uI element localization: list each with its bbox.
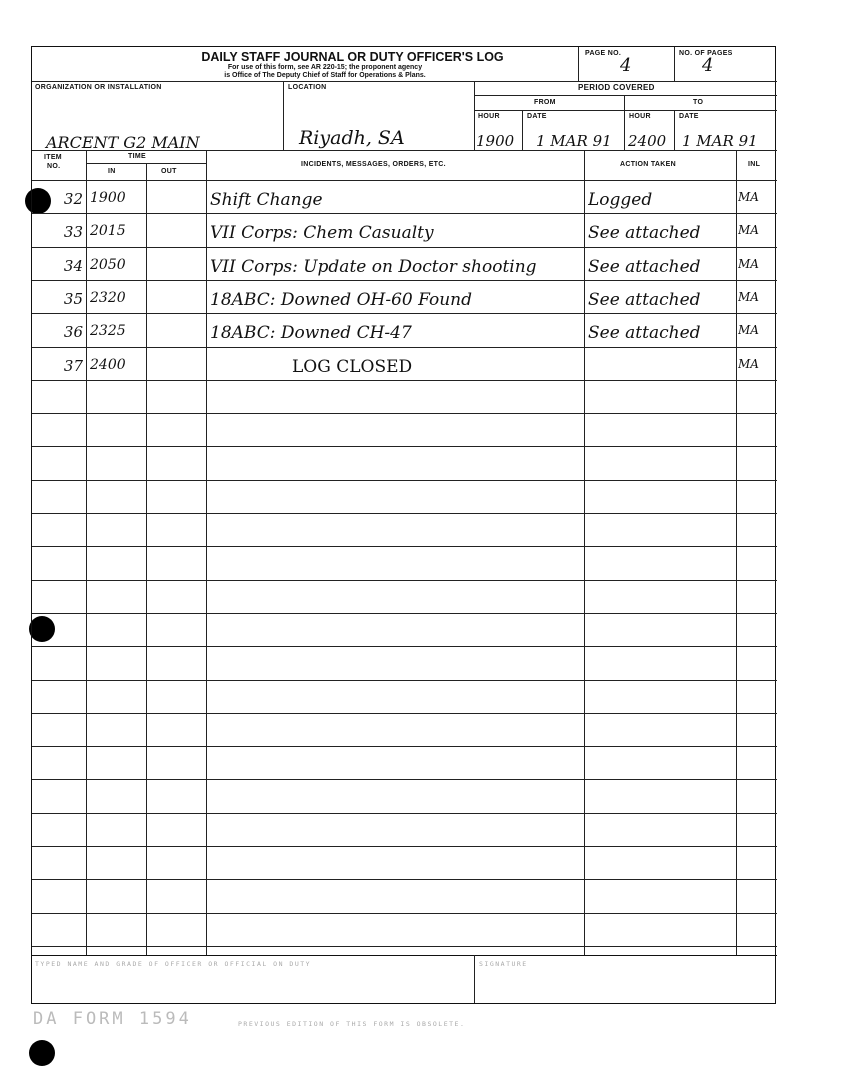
initials[interactable]: MA	[738, 190, 759, 204]
incident-text[interactable]: 18ABC: Downed OH-60 Found	[210, 290, 472, 310]
item-number[interactable]: 34	[63, 257, 83, 275]
row-rule	[32, 413, 777, 414]
edition-note: PREVIOUS EDITION OF THIS FORM IS OBSOLETE.	[238, 1020, 466, 1028]
org-value[interactable]: ARCENT G2 MAIN	[46, 133, 200, 152]
to-hour-value[interactable]: 2400	[628, 132, 667, 150]
row-rule	[32, 546, 777, 547]
table-row	[32, 247, 777, 280]
row-rule	[32, 680, 777, 681]
row-rule	[32, 813, 777, 814]
row-rule	[32, 913, 777, 914]
form-subtitle-1: For use of this form, see AR 220-15; the proponent agency	[227, 64, 423, 71]
row-rule	[32, 380, 777, 381]
incident-text[interactable]: 18ABC: Downed CH-47	[210, 323, 412, 343]
action-header: ACTION TAKEN	[620, 161, 676, 168]
row-rule	[32, 846, 777, 847]
signature-label: SIGNATURE	[479, 960, 528, 968]
action-taken[interactable]: See attached	[588, 290, 701, 310]
to-date-label: DATE	[679, 113, 699, 120]
row-rule	[32, 480, 777, 481]
table-row	[32, 180, 777, 213]
location-value[interactable]: Riyadh, SA	[299, 127, 405, 149]
row-rule	[32, 613, 777, 614]
row-rule	[32, 646, 777, 647]
from-date-value[interactable]: 1 MAR 91	[536, 132, 612, 150]
from-hour-label: HOUR	[478, 113, 500, 120]
out-header: OUT	[161, 168, 177, 175]
in-header: IN	[108, 168, 116, 175]
form-number: DA FORM 1594	[33, 1009, 192, 1029]
page-no-value[interactable]: 4	[620, 55, 632, 76]
time-in[interactable]: 1900	[90, 190, 126, 206]
time-in[interactable]: 2050	[90, 257, 126, 273]
page-no-label: PAGE NO.	[585, 50, 622, 57]
action-taken[interactable]: See attached	[588, 257, 701, 277]
no-of-pages-value[interactable]: 4	[702, 55, 714, 76]
item-number[interactable]: 35	[63, 290, 83, 308]
row-rule	[32, 713, 777, 714]
initials[interactable]: MA	[738, 323, 759, 337]
incidents-header: INCIDENTS, MESSAGES, ORDERS, ETC.	[301, 161, 446, 168]
incident-text[interactable]: VII Corps: Update on Doctor shooting	[210, 257, 537, 277]
typed-name-label: TYPED NAME AND GRADE OF OFFICER OR OFFICIAL ON DUTY	[35, 960, 312, 968]
signature-field[interactable]	[478, 971, 773, 1001]
row-rule	[32, 779, 777, 780]
no-header: NO.	[47, 163, 61, 170]
time-in[interactable]: 2325	[90, 323, 126, 339]
log-form	[31, 46, 776, 1004]
row-rule	[32, 513, 777, 514]
form-subtitle-2: is Office of The Deputy Chief of Staff for Operations & Plans.	[224, 72, 426, 79]
item-number[interactable]: 36	[63, 323, 83, 341]
item-number[interactable]: 33	[63, 223, 83, 241]
typed-name-field[interactable]	[34, 971, 470, 1001]
to-date-value[interactable]: 1 MAR 91	[682, 132, 758, 150]
form-title: DAILY STAFF JOURNAL OR DUTY OFFICER'S LOG	[201, 50, 504, 64]
table-row	[32, 213, 777, 246]
incident-text[interactable]: Shift Change	[210, 190, 323, 210]
item-number[interactable]: 32	[63, 190, 83, 208]
time-in[interactable]: 2015	[90, 223, 126, 239]
row-rule	[32, 946, 777, 947]
incident-text[interactable]: LOG CLOSED	[292, 357, 413, 377]
to-label: TO	[693, 99, 704, 106]
item-header: ITEM	[44, 154, 62, 161]
table-row	[32, 347, 777, 380]
action-taken[interactable]: See attached	[588, 323, 701, 343]
time-header: TIME	[128, 153, 146, 160]
org-label: ORGANIZATION OR INSTALLATION	[35, 84, 162, 91]
initials[interactable]: MA	[738, 257, 759, 271]
row-rule	[32, 746, 777, 747]
initials[interactable]: MA	[738, 223, 759, 237]
location-label: LOCATION	[288, 84, 327, 91]
initials[interactable]: MA	[738, 290, 759, 304]
table-row	[32, 313, 777, 346]
to-hour-label: HOUR	[629, 113, 651, 120]
incident-text[interactable]: VII Corps: Chem Casualty	[210, 223, 434, 243]
row-rule	[32, 580, 777, 581]
inl-header: INL	[748, 161, 761, 168]
initials[interactable]: MA	[738, 357, 759, 371]
from-label: FROM	[534, 99, 556, 106]
action-taken[interactable]: See attached	[588, 223, 701, 243]
no-of-pages-label: NO. OF PAGES	[679, 50, 733, 57]
row-rule	[32, 446, 777, 447]
period-label: PERIOD COVERED	[578, 83, 655, 92]
item-number[interactable]: 37	[63, 357, 83, 375]
action-taken[interactable]: Logged	[588, 190, 653, 210]
row-rule	[32, 879, 777, 880]
binder-hole-bottom	[29, 1040, 55, 1066]
time-in[interactable]: 2320	[90, 290, 126, 306]
from-date-label: DATE	[527, 113, 547, 120]
form-title-block	[32, 47, 578, 81]
from-hour-value[interactable]: 1900	[476, 132, 515, 150]
time-in[interactable]: 2400	[90, 357, 126, 373]
table-row	[32, 280, 777, 313]
